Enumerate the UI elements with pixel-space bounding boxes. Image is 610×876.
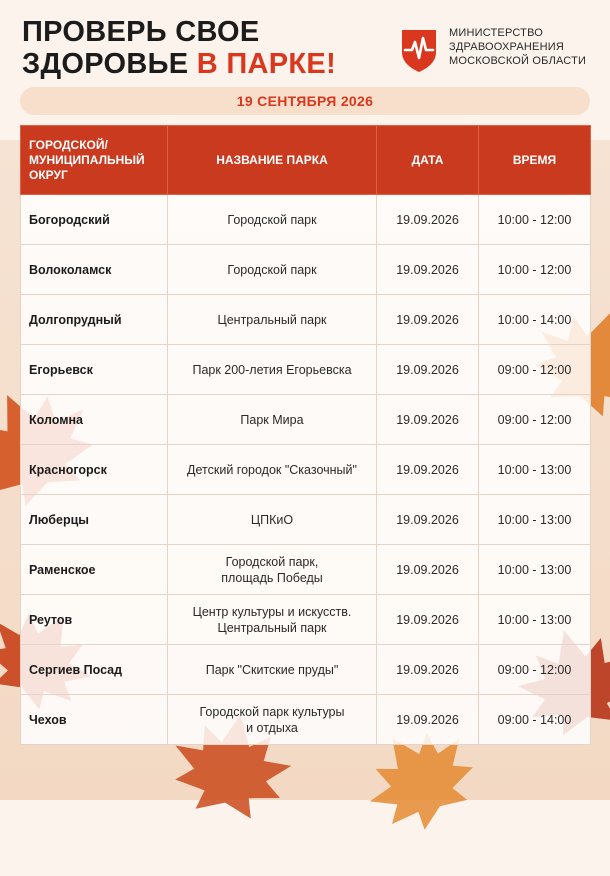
date-cell: 19.09.2026 (377, 395, 479, 445)
time-cell: 09:00 - 12:00 (479, 645, 591, 695)
time-cell: 10:00 - 13:00 (479, 545, 591, 595)
column-header-park: НАЗВАНИЕ ПАРКА (168, 126, 377, 195)
park-name-line-2: площадь Победы (221, 570, 323, 585)
time-cell: 10:00 - 13:00 (479, 445, 591, 495)
title-line-2: ЗДОРОВЬЕ (22, 48, 189, 80)
park-cell (168, 195, 377, 245)
park-name: Городской парк (227, 262, 317, 277)
park-name: Парк Мира (240, 412, 304, 427)
time-cell: 10:00 - 14:00 (479, 295, 591, 345)
park-name: Городской парк, (225, 554, 319, 569)
date-banner: 19 СЕНТЯБРЯ 2026 (20, 87, 590, 115)
date-cell: 19.09.2026 (377, 295, 479, 345)
park-name: Парк "Скитские пруды" (205, 662, 339, 677)
table-row (21, 195, 591, 245)
table-row (21, 545, 591, 595)
title-accent: В ПАРКЕ! (196, 48, 337, 80)
date-cell: 19.09.2026 (377, 245, 479, 295)
park-cell (168, 295, 377, 345)
park-cell (168, 345, 377, 395)
ministry-name-line: МОСКОВСКОЙ ОБЛАСТИ (449, 55, 587, 67)
column-header-date: ДАТА (377, 126, 479, 195)
time-cell: 10:00 - 12:00 (479, 195, 591, 245)
date-cell: 19.09.2026 (377, 545, 479, 595)
date-cell: 19.09.2026 (377, 695, 479, 745)
park-cell (168, 545, 377, 595)
date-cell: 19.09.2026 (377, 345, 479, 395)
district-cell: Раменское (21, 545, 168, 595)
district-cell: Сергиев Посад (21, 645, 168, 695)
time-cell: 09:00 - 12:00 (479, 345, 591, 395)
page-title (22, 16, 336, 80)
park-name-line-2: Центральный парк (217, 620, 327, 635)
district-cell: Люберцы (21, 495, 168, 545)
date-cell: 19.09.2026 (377, 595, 479, 645)
park-name: Парк 200-летия Егорьевска (192, 362, 352, 377)
district-cell: Чехов (21, 695, 168, 745)
table-row (21, 645, 591, 695)
park-cell (168, 695, 377, 745)
table-row (21, 695, 591, 745)
park-name: Центр культуры и искусств. (192, 604, 352, 619)
column-header-district (21, 126, 168, 195)
district-cell: Красногорск (21, 445, 168, 495)
park-name: Городской парк культуры (199, 704, 345, 719)
park-cell (168, 645, 377, 695)
park-name-line-2: и отдыха (246, 720, 298, 735)
date-cell: 19.09.2026 (377, 645, 479, 695)
time-cell: 09:00 - 12:00 (479, 395, 591, 445)
table-row (21, 345, 591, 395)
date-cell: 19.09.2026 (377, 495, 479, 545)
park-cell (168, 245, 377, 295)
district-cell: Реутов (21, 595, 168, 645)
time-cell: 10:00 - 13:00 (479, 495, 591, 545)
park-name: Городской парк (227, 212, 317, 227)
date-cell: 19.09.2026 (377, 195, 479, 245)
column-header-district-line: МУНИЦИПАЛЬНЫЙ (29, 152, 145, 167)
district-cell: Богородский (21, 195, 168, 245)
table-header-row (21, 126, 591, 195)
ministry-name-line: ЗДРАВООХРАНЕНИЯ (449, 41, 564, 53)
column-header-district-line: ГОРОДСКОЙ/ (29, 137, 108, 152)
park-name: ЦПКиО (250, 512, 294, 527)
table-row (21, 245, 591, 295)
district-cell: Коломна (21, 395, 168, 445)
district-cell: Егорьевск (21, 345, 168, 395)
park-name: Центральный парк (217, 312, 327, 327)
ministry-name-line: МИНИСТЕРСТВО (449, 27, 543, 39)
park-cell (168, 495, 377, 545)
time-cell: 09:00 - 14:00 (479, 695, 591, 745)
time-cell: 10:00 - 12:00 (479, 245, 591, 295)
table-row (21, 445, 591, 495)
date-cell: 19.09.2026 (377, 445, 479, 495)
column-header-time: ВРЕМЯ (479, 126, 591, 195)
ministry-name (449, 26, 609, 68)
park-cell (168, 395, 377, 445)
table-row (21, 395, 591, 445)
table-row (21, 495, 591, 545)
ministry-logo-icon (394, 24, 444, 74)
district-cell: Долгопрудный (21, 295, 168, 345)
column-header-district-line: ОКРУГ (29, 167, 68, 182)
park-cell (168, 595, 377, 645)
table-row (21, 595, 591, 645)
park-cell (168, 445, 377, 495)
schedule-table (20, 125, 591, 745)
district-cell: Волоколамск (21, 245, 168, 295)
time-cell: 10:00 - 13:00 (479, 595, 591, 645)
park-name: Детский городок "Сказочный" (187, 462, 357, 477)
table-row (21, 295, 591, 345)
title-line-1: ПРОВЕРЬ СВОЕ (22, 16, 260, 48)
